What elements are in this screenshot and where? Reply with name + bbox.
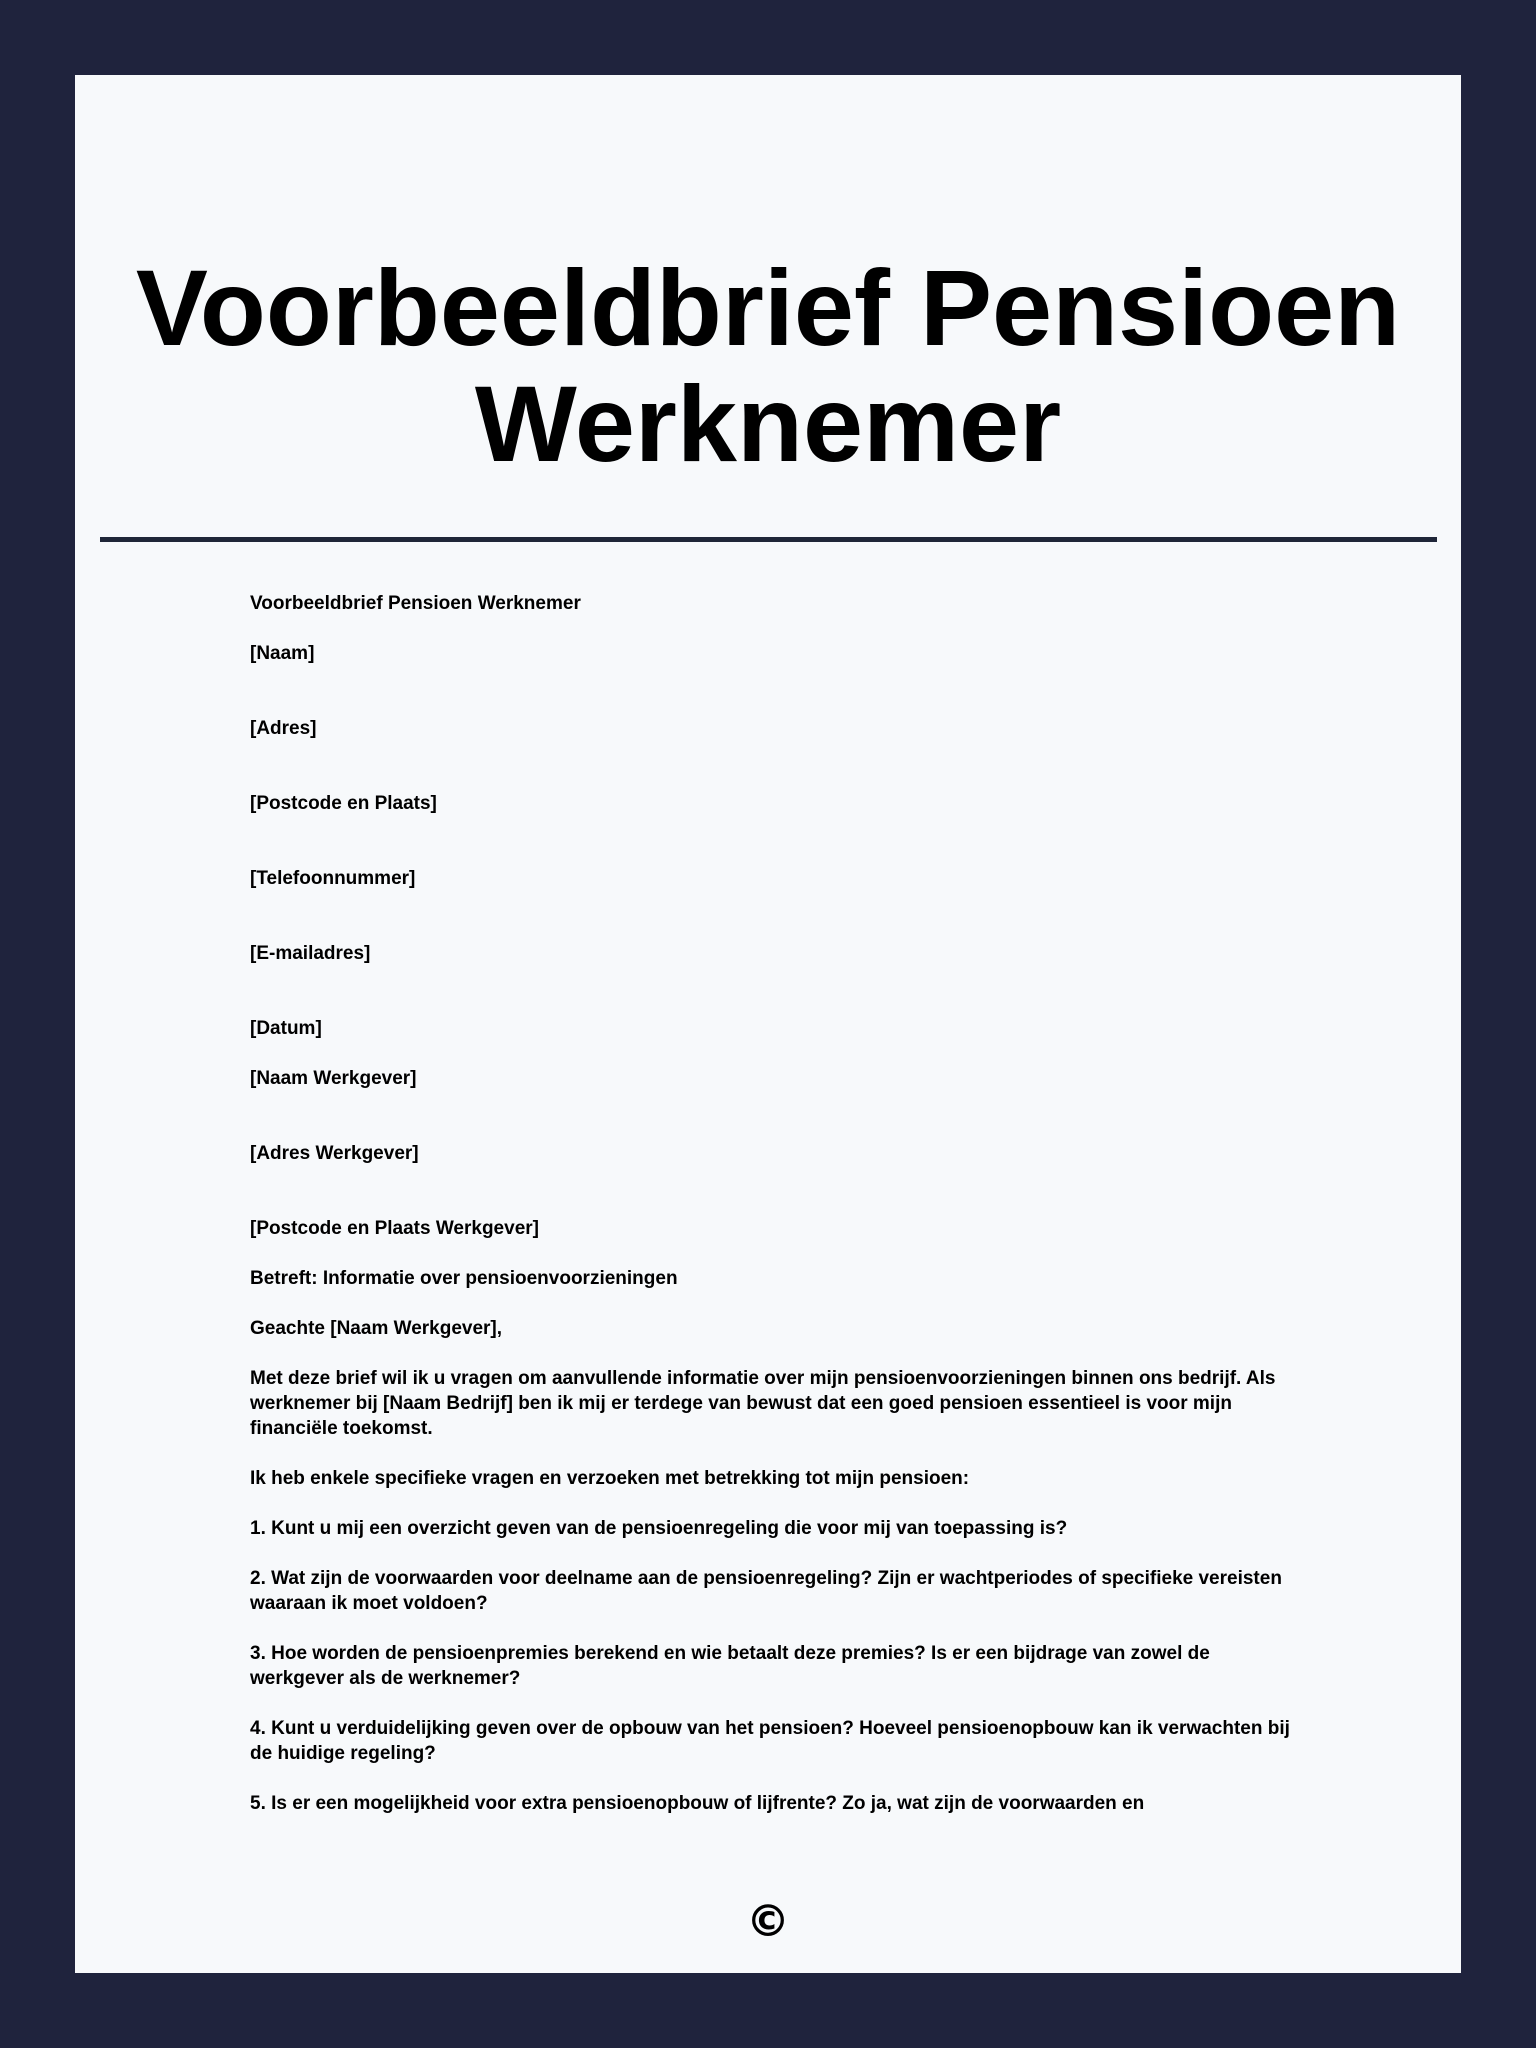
document-title-line-1: Voorbeeldbrief Pensioen (135, 247, 1401, 368)
document-title-line-2: Werknemer (474, 363, 1062, 484)
employer-postcode: [Postcode en Plaats Werkgever] (250, 1218, 539, 1239)
title-divider (100, 537, 1437, 542)
document-title (75, 247, 1461, 484)
sender-phone: [Telefoonnummer] (250, 868, 416, 889)
letter-subject: Betreft: Informatie over pensioenvoorzieningen (250, 1268, 678, 1289)
question-4: 4. Kunt u verduidelijking geven over de opbouw van het pensioen? Hoeveel pensioenopbouw kan ik verwachten bij de huidige regeling? (250, 1718, 1290, 1764)
sender-name: [Naam] (250, 643, 315, 664)
sender-address: [Adres] (250, 718, 317, 739)
question-5: 5. Is er een mogelijkheid voor extra pensioenopbouw of lijfrente? Zo ja, wat zijn de voorwaarden en (250, 1793, 1145, 1814)
employer-address: [Adres Werkgever] (250, 1143, 419, 1164)
copyright-icon: © (746, 1896, 790, 1947)
letter-paragraph-intro: Met deze brief wil ik u vragen om aanvullende informatie over mijn pensioenvoorzieningen binnen ons bedrijf. Als werknemer bij [Naam Bedrijf] ben ik mij er terdege van bewust dat een goed pensioen essentieel is voor mijn financiële toekomst. (250, 1368, 1276, 1439)
sender-postcode: [Postcode en Plaats] (250, 793, 437, 814)
document-page (75, 75, 1461, 1973)
letter-heading: Voorbeeldbrief Pensioen Werknemer (250, 593, 581, 614)
question-3: 3. Hoe worden de pensioenpremies berekend en wie betaalt deze premies? Is er een bijdrage van zowel de werkgever als de werknemer? (250, 1643, 1210, 1689)
sender-email: [E-mailadres] (250, 943, 371, 964)
question-2: 2. Wat zijn de voorwaarden voor deelname aan de pensioenregeling? Zijn er wachtperiodes of specifieke vereisten waaraan ik moet voldoen? (250, 1568, 1282, 1614)
employer-name: [Naam Werkgever] (250, 1068, 417, 1089)
letter-paragraph-questions-intro: Ik heb enkele specifieke vragen en verzoeken met betrekking tot mijn pensioen: (250, 1468, 970, 1489)
letter-date: [Datum] (250, 1018, 322, 1039)
question-1: 1. Kunt u mij een overzicht geven van de pensioenregeling die voor mij van toepassing is? (250, 1518, 1068, 1539)
letter-salutation: Geachte [Naam Werkgever], (250, 1318, 503, 1339)
